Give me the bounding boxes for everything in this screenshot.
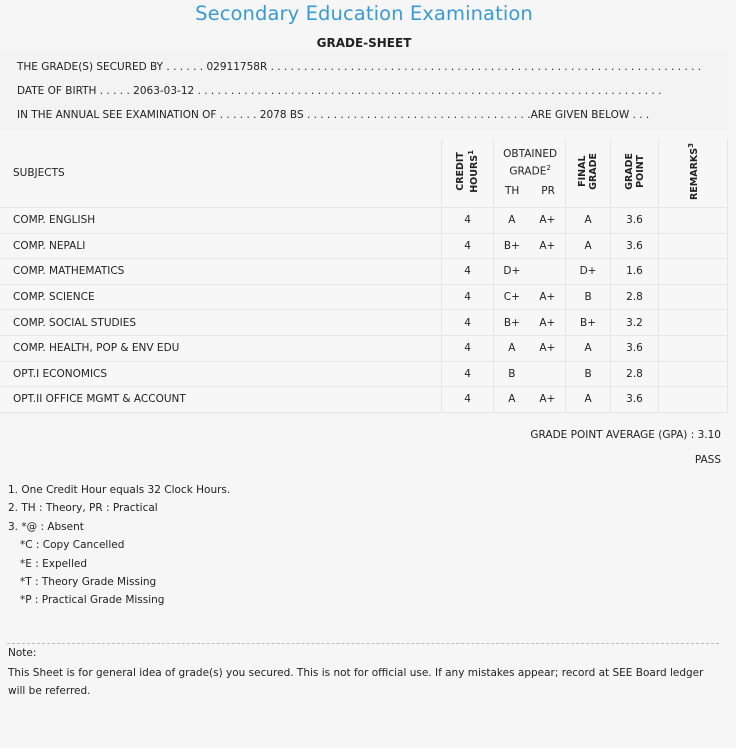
grade-sup: 2 — [546, 164, 551, 172]
table-row — [0, 387, 728, 413]
th-grade-cell: D+ — [494, 259, 530, 285]
credit-cell: 4 — [442, 208, 494, 234]
credit-cell: 4 — [442, 233, 494, 259]
footnotes — [8, 481, 230, 610]
pr-grade-cell: A+ — [530, 335, 566, 361]
table-row — [0, 310, 728, 336]
grade-point-header — [611, 139, 659, 208]
remarks-cell — [659, 361, 728, 387]
th-grade-cell: C+ — [494, 284, 530, 310]
footnote: *E : Expelled — [20, 557, 88, 570]
table-row — [0, 361, 728, 387]
final-grade-cell: B — [566, 284, 611, 310]
final-grade-cell: A — [566, 335, 611, 361]
final-grade-header — [566, 139, 611, 208]
table-header-row — [0, 139, 728, 208]
subject-cell: COMP. SOCIAL STUDIES — [0, 310, 442, 336]
final-grade-cell: B+ — [566, 310, 611, 336]
exam-line — [17, 109, 717, 121]
remarks-cell — [659, 208, 728, 234]
subject-cell: COMP. NEPALI — [0, 233, 442, 259]
credit-cell: 4 — [442, 335, 494, 361]
th-grade-cell: B+ — [494, 233, 530, 259]
obtained-grade-header — [494, 139, 566, 208]
grades-table-wrap — [0, 139, 728, 413]
grade-point-cell: 3.6 — [611, 233, 659, 259]
grade-point-cell: 3.2 — [611, 310, 659, 336]
subject-cell: COMP. SCIENCE — [0, 284, 442, 310]
gpa-text: GRADE POINT AVERAGE (GPA) : 3.10 — [530, 429, 721, 441]
footnote: *P : Practical Grade Missing — [20, 594, 165, 607]
symbol-number: 02911758R — [206, 61, 268, 73]
final-grade-text: FINAL GRADE — [577, 153, 600, 190]
grades-table — [0, 139, 728, 413]
remarks-header — [659, 139, 728, 208]
secured-by-label: THE GRADE(S) SECURED BY . . . . . . — [17, 61, 204, 73]
pr-grade-cell: A+ — [530, 208, 566, 234]
th-grade-cell: A — [494, 387, 530, 413]
note-title: Note: — [8, 647, 37, 659]
footnote: *C : Copy Cancelled — [20, 539, 125, 552]
final-grade-cell: B — [566, 361, 611, 387]
dob-dots: . . . . . . . . . . . . . . . . . . . . . . . . . . . . . . . . . . . . . . . . . . . . . . . . . . . . . . . . . . . . . . . . . . . . . . — [194, 85, 662, 97]
final-grade-cell: D+ — [566, 259, 611, 285]
student-info — [0, 50, 728, 130]
date-of-birth: 2063-03-12 — [133, 85, 195, 97]
subjects-header: SUBJECTS — [0, 139, 442, 208]
subject-cell: OPT.I ECONOMICS — [0, 361, 442, 387]
grade-point-cell: 2.8 — [611, 361, 659, 387]
exam-dots: . . . . . . . . . . . . . . . . . . . . . . . . . . . . . . . . . . — [303, 109, 531, 121]
footnote: 1. One Credit Hour equals 32 Clock Hours. — [8, 484, 231, 496]
grade-point-text: GRADE POINT — [623, 153, 646, 190]
pr-grade-cell: A+ — [530, 233, 566, 259]
subject-cell: OPT.II OFFICE MGMT & ACCOUNT — [0, 387, 442, 413]
th-grade-cell: A — [494, 208, 530, 234]
credit-cell: 4 — [442, 387, 494, 413]
remarks-text: REMARKS — [689, 147, 701, 200]
pr-grade-cell — [530, 259, 566, 285]
pr-grade-cell — [530, 361, 566, 387]
obtained-text: OBTAINED — [503, 148, 558, 160]
subject-cell: COMP. MATHEMATICS — [0, 259, 442, 285]
credit-cell: 4 — [442, 310, 494, 336]
pr-header: PR — [541, 185, 555, 197]
exam-year: 2078 BS — [259, 109, 304, 121]
exam-label: IN THE ANNUAL SEE EXAMINATION OF . . . . . . — [17, 109, 257, 121]
dob-label: DATE OF BIRTH . . . . . — [17, 85, 130, 97]
subject-cell: COMP. ENGLISH — [0, 208, 442, 234]
final-grade-cell: A — [566, 208, 611, 234]
table-row — [0, 335, 728, 361]
remarks-cell — [659, 310, 728, 336]
grade-point-cell: 3.6 — [611, 208, 659, 234]
footnote: 2. TH : Theory, PR : Practical — [8, 502, 158, 515]
note-divider — [7, 643, 719, 644]
credit-cell: 4 — [442, 361, 494, 387]
table-row — [0, 233, 728, 259]
dob-line — [17, 85, 717, 97]
remarks-cell — [659, 387, 728, 413]
result-status: PASS — [694, 454, 721, 466]
table-row — [0, 259, 728, 285]
remarks-sup: 3 — [686, 142, 695, 148]
credit-hours-sup: 1 — [467, 150, 476, 155]
exam-tail: ARE GIVEN BELOW . . . — [530, 109, 650, 121]
footnote: 3. *@ : Absent — [8, 520, 84, 533]
th-header: TH — [504, 185, 520, 197]
table-row — [0, 208, 728, 234]
footnote: *T : Theory Grade Missing — [20, 576, 157, 589]
table-row — [0, 284, 728, 310]
th-grade-cell: A — [494, 335, 530, 361]
credit-cell: 4 — [442, 284, 494, 310]
remarks-cell — [659, 284, 728, 310]
pr-grade-cell: A+ — [530, 284, 566, 310]
grade-point-cell: 3.6 — [611, 335, 659, 361]
final-grade-cell: A — [566, 233, 611, 259]
credit-hours-text: CREDIT HOURS — [455, 152, 481, 193]
pr-grade-cell: A+ — [530, 387, 566, 413]
credit-hours-header — [442, 139, 494, 208]
final-grade-cell: A — [566, 387, 611, 413]
grade-point-cell: 1.6 — [611, 259, 659, 285]
subject-cell: COMP. HEALTH, POP & ENV EDU — [0, 335, 442, 361]
page-title: Secondary Education Examination — [195, 2, 533, 25]
grade-point-cell: 3.6 — [611, 387, 659, 413]
credit-cell: 4 — [442, 259, 494, 285]
grade-point-cell: 2.8 — [611, 284, 659, 310]
note-text: This Sheet is for general idea of grade(s) you secured. This is not for official use. If any mistakes appear; record at SEE Board ledger will be referred. — [8, 667, 704, 697]
page-subtitle: GRADE-SHEET — [316, 36, 412, 50]
remarks-cell — [659, 335, 728, 361]
remarks-cell — [659, 233, 728, 259]
remarks-cell — [659, 259, 728, 285]
pr-grade-cell: A+ — [530, 310, 566, 336]
secured-by-dots: . . . . . . . . . . . . . . . . . . . . . . . . . . . . . . . . . . . . . . . . . . . . . . . . . . . . . . . . . . . . . . . . . — [267, 61, 702, 73]
secured-by-line — [17, 61, 717, 73]
grade-text: GRADE — [509, 165, 547, 178]
th-grade-cell: B+ — [494, 310, 530, 336]
th-grade-cell: B — [494, 361, 530, 387]
